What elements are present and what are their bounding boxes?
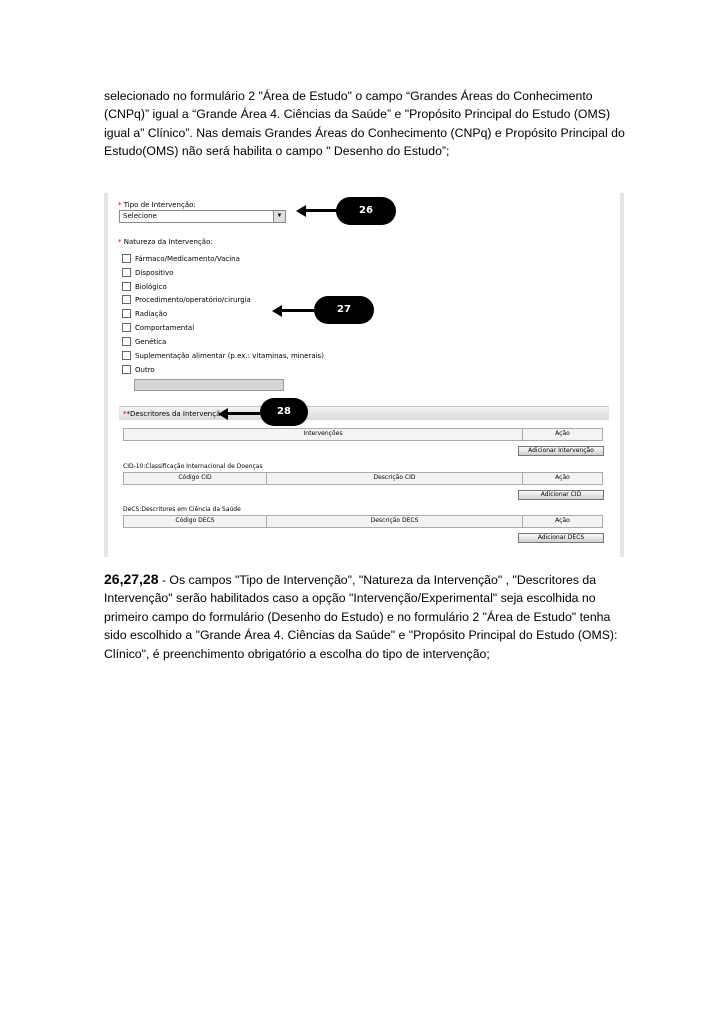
col-intervencoes: Intervenções [303, 430, 343, 437]
checkbox-outro[interactable] [122, 365, 131, 374]
cid-table-header [123, 472, 603, 485]
col-acao: Ação [555, 517, 570, 524]
checkbox-comportamental[interactable] [122, 323, 131, 332]
adicionar-intervencao-button[interactable]: Adicionar Intervenção [518, 446, 604, 456]
checkbox-dispositivo[interactable] [122, 268, 131, 277]
callout-27: 27 [314, 296, 374, 324]
checkbox-radiacao[interactable] [122, 309, 131, 318]
intro-paragraph: selecionado no formulário 2 "Área de Estudo" o campo “Grandes Áreas do Conhecimento (CNPq)” igual a “Grande Área 4. Ciências da Saúde” e "Propósito Principal do Estudo (OMS) igual a” Clínico”. Nas demais Grandes Áreas do Conhecimento (CNPq) e Propósito Principal do Estudo(OMS) não será habilita o campo " Desenho do Estudo”; [104, 89, 625, 159]
tipo-label: * Tipo de Intervenção: [118, 201, 196, 209]
checkbox-genetica[interactable] [122, 337, 131, 346]
adicionar-cid-button[interactable]: Adicionar CID [518, 490, 604, 500]
adicionar-decs-button[interactable]: Adicionar DECS [518, 533, 604, 543]
callout-28: 28 [260, 398, 308, 426]
outro-input[interactable] [134, 379, 284, 391]
field-numbers: 26,27,28 [104, 571, 159, 587]
option-label: Biológico [135, 283, 167, 291]
callout-26: 26 [336, 197, 396, 225]
option-label: Procedimento/operatório/cirurgia [135, 296, 251, 304]
intervention-form-screenshot [104, 193, 624, 557]
explanation-paragraph [104, 570, 632, 663]
form-left-edge [104, 193, 108, 557]
option-label: Comportamental [135, 324, 195, 332]
form-right-edge [620, 193, 624, 557]
option-label: Outro [135, 366, 155, 374]
option-label: Radiação [135, 310, 168, 318]
checkbox-farmaco[interactable] [122, 254, 131, 263]
option-label: Dispositivo [135, 269, 174, 277]
natureza-label: * Natureza da Intervenção: [118, 238, 213, 246]
col-acao: Ação [555, 430, 570, 437]
tipo-select-value: Selecione [123, 212, 157, 220]
col-descricao-decs: Descrição DECS [370, 517, 419, 524]
checkbox-suplementacao[interactable] [122, 351, 131, 360]
cid-label: CID-10:Classificação Internacional de Doenças [123, 463, 263, 470]
descritores-label: **Descritores da Intervenção [123, 410, 225, 418]
chevron-down-icon[interactable]: ▼ [273, 211, 285, 222]
explanation-text: - Os campos "Tipo de Intervenção", "Natureza da Intervenção" , "Descritores da Intervenção" serão habilitados caso a opção "Intervenção/Experimental" seja escolhida no primeiro campo do formulário (Desenho do Estudo) e no formulário 2 "Área de Estudo" tenha sido escolhido a "Grande Área 4. Ciências da Saúde" e "Propósito Principal do Estudo (OMS): Clínico", é preenchimento obrigatório a escolha do tipo de intervenção; [104, 573, 618, 661]
option-label: Genética [135, 338, 167, 346]
descritores-header-bar [119, 406, 609, 420]
option-label: Suplementação alimentar (p.ex.: vitaminas, minerais) [135, 352, 324, 360]
checkbox-biologico[interactable] [122, 282, 131, 291]
tipo-select[interactable] [119, 210, 286, 223]
arrow-line [304, 209, 340, 212]
col-acao: Ação [555, 474, 570, 481]
col-codigo-decs: Código DECS [175, 517, 215, 524]
checkbox-procedimento[interactable] [122, 295, 131, 304]
intervencoes-table-header [123, 428, 603, 441]
option-label: Fármaco/Medicamento/Vacina [135, 255, 240, 263]
decs-table-header [123, 515, 603, 528]
col-descricao-cid: Descrição CID [373, 474, 416, 481]
col-codigo-cid: Código CID [178, 474, 212, 481]
decs-label: DeCS:Descritores em Ciência da Saúde [123, 506, 241, 513]
